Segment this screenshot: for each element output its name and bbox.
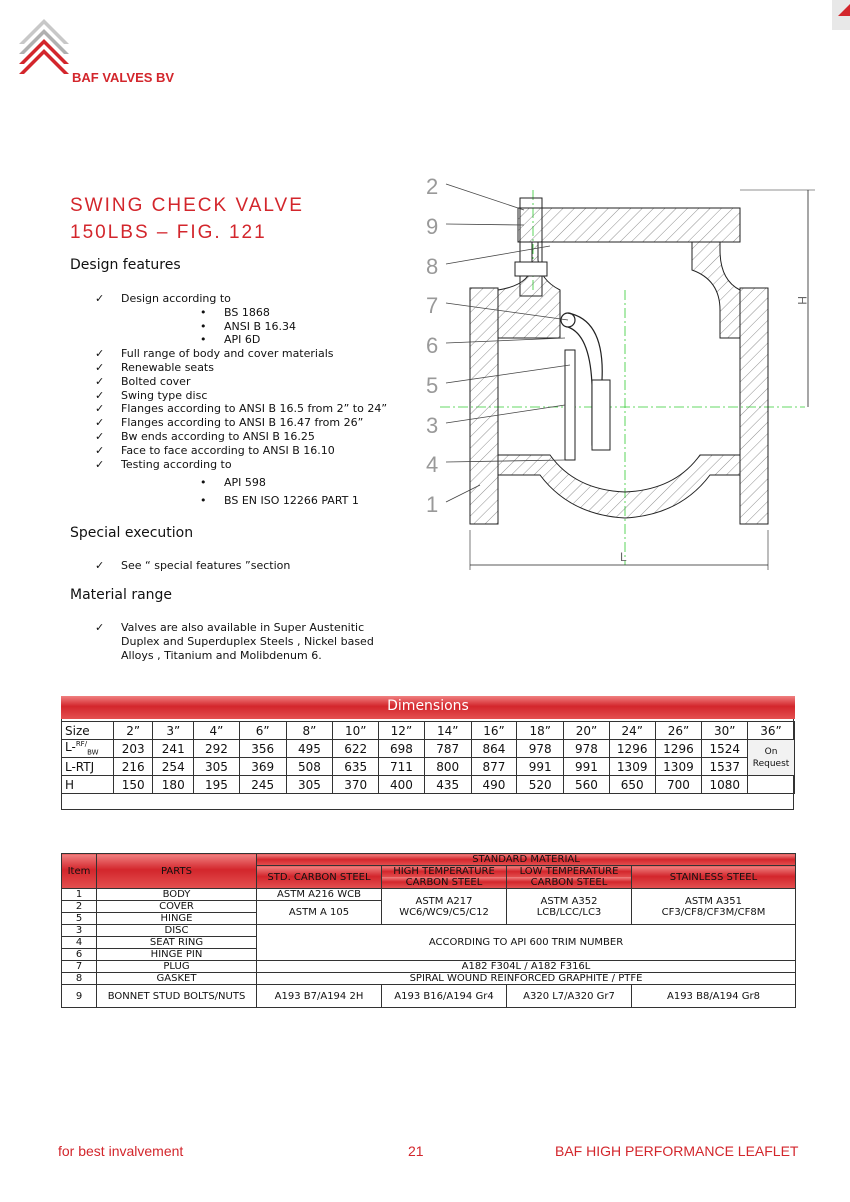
table-header: CARBON STEEL [507, 877, 632, 889]
table-row [62, 740, 795, 758]
on-request-line-1: On [764, 746, 778, 757]
table-cell: 8 [62, 973, 97, 985]
material-range-heading: Material range [70, 587, 173, 603]
callout-4: 4 [426, 452, 439, 477]
table-cell: ASTM A216 WCB [257, 889, 382, 901]
table-cell: 978 [564, 740, 610, 758]
table-cell: 864 [471, 740, 517, 758]
table-cell: BONNET STUD BOLTS/NUTS [97, 985, 257, 1008]
table-cell: 1537 [702, 758, 748, 776]
table-cell: 698 [379, 740, 425, 758]
table-cell: 16” [471, 722, 517, 740]
table-cell: 292 [194, 740, 240, 758]
table-cell: 20” [564, 722, 610, 740]
list-item: Bw ends according to ANSI B 16.25 [121, 429, 315, 443]
materials-table [61, 853, 796, 1008]
table-cell: 2 [62, 901, 97, 913]
list-item: Swing type disc [121, 388, 208, 402]
table-row [62, 973, 796, 985]
table-cell: L-RTJ [62, 758, 114, 776]
table-cell: 650 [609, 776, 655, 794]
table-cell: 7 [62, 961, 97, 973]
table-row [62, 961, 796, 973]
table-cell: 991 [517, 758, 564, 776]
callout-7: 7 [426, 293, 439, 318]
table-cell: 1524 [702, 740, 748, 758]
table-cell: 18” [517, 722, 564, 740]
callout-6: 6 [426, 333, 439, 358]
special-execution-heading: Special execution [70, 525, 194, 541]
table-cell: DISC [97, 925, 257, 937]
table-cell: 1309 [655, 758, 702, 776]
check-icon: ✓ [95, 621, 105, 634]
table-cell: ASTM A217 WC6/WC9/C5/C12 [382, 889, 507, 925]
check-icon: ✓ [95, 388, 105, 402]
callout-1: 1 [426, 492, 439, 517]
footer-tagline: for best invalvement [58, 1143, 184, 1159]
table-header: STANDARD MATERIAL [257, 854, 796, 866]
table-cell: 26” [655, 722, 702, 740]
on-request-line-2: Request [752, 758, 790, 769]
list-item: Flanges according to ANSI B 16.5 from 2” to 24” [121, 402, 388, 416]
list-item: ANSI B 16.34 [224, 319, 297, 333]
table-cell: A193 B16/A194 Gr4 [382, 985, 507, 1008]
list-item: Renewable seats [121, 360, 214, 374]
table-cell: 508 [286, 758, 333, 776]
list-item: Flanges according to ANSI B 16.47 from 26” [121, 416, 364, 430]
list-item: Duplex and Superduplex Steels , Nickel based [121, 634, 374, 648]
valve-cross-section-drawing [420, 170, 820, 580]
table-cell: 787 [424, 740, 471, 758]
dimensions-title [61, 696, 795, 719]
table-cell: 8” [286, 722, 333, 740]
dimension-l-label: L [620, 550, 627, 564]
table-cell: A193 B8/A194 Gr8 [632, 985, 796, 1008]
table-header: HIGH TEMPERATURE [382, 866, 507, 878]
check-icon: ✓ [95, 402, 105, 416]
table-cell: 4 [62, 937, 97, 949]
table-cell: 6” [239, 722, 286, 740]
callout-8: 8 [426, 254, 439, 279]
table-cell: COVER [97, 901, 257, 913]
material-range-list [95, 621, 374, 662]
table-cell: ACCORDING TO API 600 TRIM NUMBER [257, 925, 796, 961]
table-cell: 1080 [702, 776, 748, 794]
check-icon: ✓ [95, 360, 105, 374]
table-cell: 305 [286, 776, 333, 794]
page-number: 21 [408, 1143, 424, 1159]
check-icon: ✓ [95, 443, 105, 457]
table-cell: HINGE PIN [97, 949, 257, 961]
on-request-cell [748, 740, 795, 776]
table-cell: 10” [333, 722, 379, 740]
table-cell: BODY [97, 889, 257, 901]
table-header: STD. CARBON STEEL [257, 866, 382, 889]
table-cell: 635 [333, 758, 379, 776]
page-subtitle: 150LBS – FIG. 121 [70, 222, 267, 243]
check-icon: ✓ [95, 374, 105, 388]
list-item: Testing according to [121, 457, 232, 471]
table-cell: 495 [286, 740, 333, 758]
table-cell: 216 [113, 758, 153, 776]
table-cell: 245 [239, 776, 286, 794]
list-item: See “ special features ”section [121, 559, 291, 572]
design-features-list: ✓ Design according to • BS 1868 • ANSI B 16.34 • API 6D ✓ Full range of body and cover materials ✓ Renewable seats ✓ Bolted cover ✓ Swing type disc ✓ Flanges according to ANSI B 16.5 from 2” to 24” ✓ Flanges according to ANSI B 16.47 from 26” ✓ Bw ends according to ANSI B 16.25 ✓ Face to face according to ANSI B 16.10 ✓ Testing according to • API 598 • BS EN ISO 12266 PART 1 [95, 292, 388, 507]
table-cell: 254 [153, 758, 194, 776]
dimensions-table [61, 721, 795, 794]
table-row [62, 854, 796, 866]
table-header: Item [62, 854, 97, 889]
table-cell: 800 [424, 758, 471, 776]
table-row [62, 758, 795, 776]
callout-5: 5 [426, 373, 439, 398]
table-cell: 2” [113, 722, 153, 740]
table-cell: 560 [564, 776, 610, 794]
table-row [62, 722, 795, 740]
list-item: Bolted cover [121, 374, 191, 388]
table-cell: 4” [194, 722, 240, 740]
table-cell: 711 [379, 758, 425, 776]
table-cell: 150 [113, 776, 153, 794]
dimension-h-label: H [795, 296, 809, 305]
table-cell [748, 776, 795, 794]
table-cell: 520 [517, 776, 564, 794]
table-cell: H [62, 776, 114, 794]
table-cell: 435 [424, 776, 471, 794]
table-cell: 356 [239, 740, 286, 758]
table-cell: ASTM A352 LCB/LCC/LC3 [507, 889, 632, 925]
table-cell: 3 [62, 925, 97, 937]
table-cell: 5 [62, 913, 97, 925]
list-item: BS 1868 [224, 305, 270, 319]
table-row [62, 889, 796, 901]
table-cell: 9 [62, 985, 97, 1008]
list-item: BS EN ISO 12266 PART 1 [224, 493, 359, 507]
check-icon: ✓ [95, 429, 105, 443]
table-cell: 195 [194, 776, 240, 794]
table-cell: A193 B7/A194 2H [257, 985, 382, 1008]
design-features-heading: Design features [70, 257, 181, 273]
table-cell: 991 [564, 758, 610, 776]
table-cell: 3” [153, 722, 194, 740]
table-cell: 400 [379, 776, 425, 794]
table-cell: A320 L7/A320 Gr7 [507, 985, 632, 1008]
table-cell: L-$^{RF/}_{BW}$ [62, 740, 114, 758]
table-header: STAINLESS STEEL [632, 866, 796, 889]
table-cell: 1309 [609, 758, 655, 776]
table-row [62, 776, 795, 794]
list-item: Design according to [121, 292, 231, 305]
table-cell: 1296 [655, 740, 702, 758]
special-execution-list [95, 559, 290, 573]
table-cell: ASTM A 105 [257, 901, 382, 925]
table-cell: 1296 [609, 740, 655, 758]
table-cell: 203 [113, 740, 153, 758]
table-cell: 877 [471, 758, 517, 776]
table-cell: Size [62, 722, 114, 740]
page-title: SWING CHECK VALVE [70, 195, 304, 216]
list-item: Face to face according to ANSI B 16.10 [121, 443, 335, 457]
table-cell: 370 [333, 776, 379, 794]
corner-stripes-icon [832, 0, 850, 30]
table-cell: SEAT RING [97, 937, 257, 949]
table-cell: 369 [239, 758, 286, 776]
table-cell: 700 [655, 776, 702, 794]
table-cell: 36” [748, 722, 795, 740]
list-item: Alloys , Titanium and Molibdenum 6. [121, 648, 322, 662]
table-cell: 12” [379, 722, 425, 740]
brand-name: BAF VALVES BV [72, 70, 175, 85]
check-icon: ✓ [95, 416, 105, 430]
table-row [62, 925, 796, 937]
table-cell: ASTM A351 CF3/CF8/CF3M/CF8M [632, 889, 796, 925]
table-row [62, 985, 796, 1008]
list-item: Valves are also available in Super Austenitic [121, 621, 365, 634]
table-cell: GASKET [97, 973, 257, 985]
table-cell: 1 [62, 889, 97, 901]
table-cell: 978 [517, 740, 564, 758]
check-icon: ✓ [95, 292, 105, 305]
callout-9: 9 [426, 214, 439, 239]
table-cell: 14” [424, 722, 471, 740]
footer-title: BAF HIGH PERFORMANCE LEAFLET [555, 1143, 799, 1159]
table-header: CARBON STEEL [382, 877, 507, 889]
table-cell: PLUG [97, 961, 257, 973]
table-cell: 180 [153, 776, 194, 794]
list-item: API 6D [224, 333, 261, 347]
table-header: PARTS [97, 854, 257, 889]
dimensions-title-text: Dimensions [387, 698, 469, 714]
table-cell: 622 [333, 740, 379, 758]
callout-2: 2 [426, 174, 439, 199]
check-icon: ✓ [95, 347, 105, 361]
table-header: LOW TEMPERATURE [507, 866, 632, 878]
list-item: Full range of body and cover materials [121, 347, 334, 361]
table-cell: 305 [194, 758, 240, 776]
check-icon: ✓ [95, 457, 105, 471]
table-cell: HINGE [97, 913, 257, 925]
table-cell: 24” [609, 722, 655, 740]
callout-numbers [426, 174, 438, 517]
callout-3: 3 [426, 413, 439, 438]
table-cell: A182 F304L / A182 F316L [257, 961, 796, 973]
check-icon: ✓ [95, 559, 105, 572]
table-cell: 30” [702, 722, 748, 740]
table-cell: 241 [153, 740, 194, 758]
table-cell: 6 [62, 949, 97, 961]
list-item: API 598 [224, 475, 266, 489]
table-cell: SPIRAL WOUND REINFORCED GRAPHITE / PTFE [257, 973, 796, 985]
table-cell: 490 [471, 776, 517, 794]
